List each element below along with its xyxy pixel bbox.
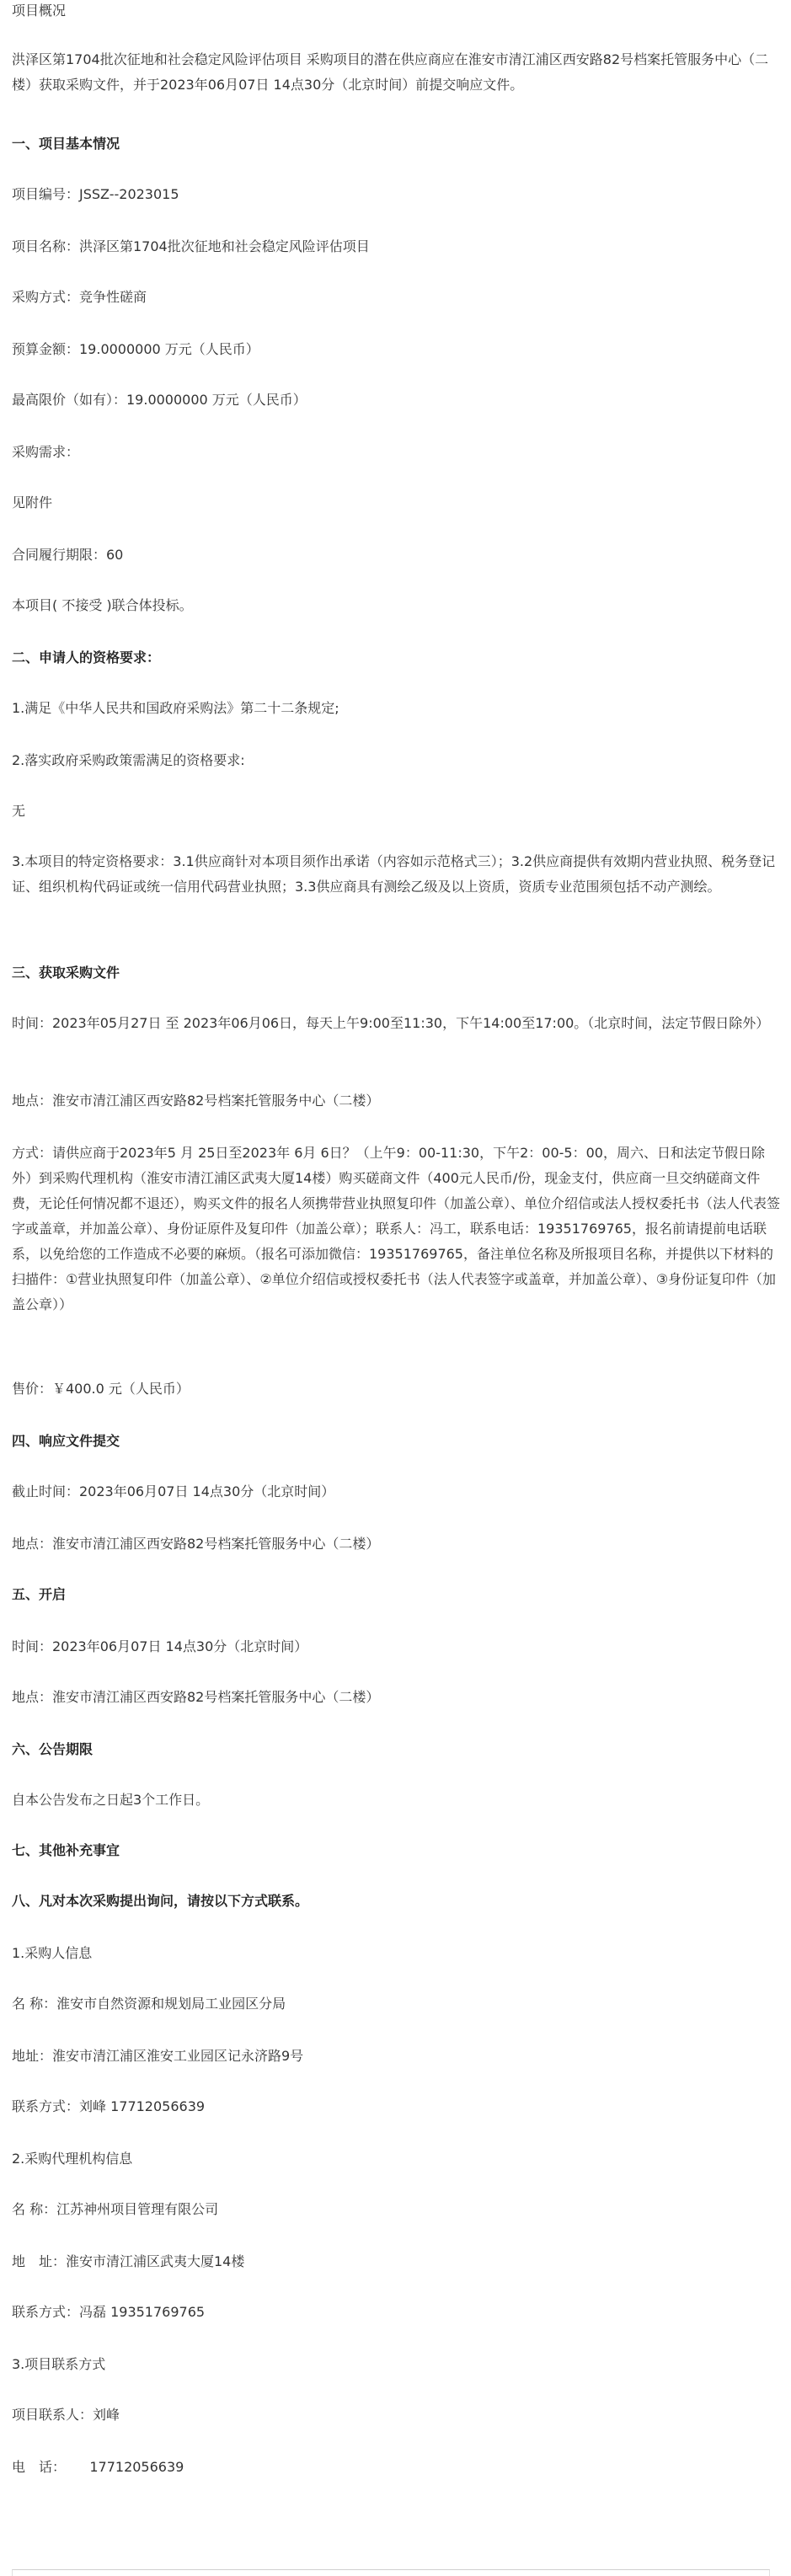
procurement-method: 采购方式：竞争性磋商: [12, 289, 147, 305]
section-6-title: 六、公告期限: [12, 1741, 94, 1757]
consortium-note: 本项目( 不接受 )联合体投标。: [12, 597, 193, 613]
project-contact-title: 3.项目联系方式: [12, 2356, 106, 2372]
section-1-title: 一、项目基本情况: [12, 136, 120, 152]
attachment-note: 见附件: [12, 494, 53, 510]
agent-name: 名 称：江苏神州项目管理有限公司: [12, 2201, 219, 2217]
section-3-title: 三、获取采购文件: [12, 965, 120, 981]
buyer-address: 地址：淮安市清江浦区淮安工业园区记永济路9号: [12, 2048, 304, 2064]
max-price: 最高限价（如有）：19.0000000 万元（人民币）: [12, 392, 307, 408]
section-7-title: 七、其他补充事宜: [12, 1842, 120, 1858]
qualification-2: 2.落实政府采购政策需满足的资格要求:: [12, 752, 245, 768]
notice-period: 自本公告发布之日起3个工作日。: [12, 1792, 210, 1808]
buyer-name: 名 称：淮安市自然资源和规划局工业园区分局: [12, 1996, 286, 2012]
opening-time: 时间：2023年06月07日 14点30分（北京时间）: [12, 1638, 308, 1654]
opening-place: 地点：淮安市清江浦区西安路82号档案托管服务中心（二楼）: [12, 1689, 380, 1705]
qualification-3: 3.本项目的特定资格要求：3.1供应商针对本项目须作出承诺（内容如示范格式三）；3.2供应商提供有效期内营业执照、税务登记证、组织机构代码证或统一信用代码营业执照；3.3供应商具有测绘乙级及以上资质，资质专业范围须包括不动产测绘。: [12, 853, 776, 895]
overview-text: 洪泽区第1704批次征地和社会稳定风险评估项目 采购项目的潜在供应商应在淮安市清江浦区西安路82号档案托管服务中心（二楼）获取采购文件，并于2023年06月07日 14点30分（北京时间）前提交响应文件。: [12, 51, 769, 93]
obtain-method: 方式：请供应商于2023年5 月 25日至2023年 6月 6日？（上午9：00-11:30，下午2：00-5：00，周六、日和法定节假日除外）到采购代理机构（淮安市清江浦区武夷大厦14楼）购买磋商文件（400元人民币/份，现金支付，供应商一旦交纳磋商文件费，无论任何情况都不退还），购买文件的报名人须携带营业执照复印件（加盖公章）、单位介绍信或法人授权委托书（法人代表签字或盖章，并加盖公章）、身份证原件及复印件（加盖公章）；联系人：冯工，联系电话：19351769765，报名前请提前电话联系，以免给您的工作造成不必要的麻烦。（报名可添加微信：19351769765，备注单位名称及所报项目名称，并提供以下材料的扫描件：①营业执照复印件（加盖公章）、②单位介绍信或授权委托书（法人代表签字或盖章，并加盖公章）、③身份证复印件（加盖公章））: [12, 1145, 781, 1312]
obtain-place: 地点：淮安市清江浦区西安路82号档案托管服务中心（二楼）: [12, 1093, 380, 1109]
procurement-demand: 采购需求：: [12, 444, 80, 460]
qualification-1: 1.满足《中华人民共和国政府采购法》第二十二条规定;: [12, 700, 339, 716]
submission-deadline: 截止时间：2023年06月07日 14点30分（北京时间）: [12, 1483, 335, 1499]
obtain-time: 时间：2023年05月27日 至 2023年06月06日，每天上午9:00至11:30，下午14:00至17:00。（北京时间，法定节假日除外）: [12, 1015, 770, 1031]
project-contact-person: 项目联系人：刘峰: [12, 2407, 120, 2423]
submission-place: 地点：淮安市清江浦区西安路82号档案托管服务中心（二楼）: [12, 1536, 380, 1552]
buyer-contact: 联系方式：刘峰 17712056639: [12, 2098, 206, 2114]
agent-contact: 联系方式：冯磊 19351769765: [12, 2304, 206, 2320]
project-contact-phone: 电 话： 17712056639: [12, 2459, 184, 2475]
bottom-divider: [12, 2569, 770, 2576]
section-5-title: 五、开启: [12, 1586, 67, 1602]
buyer-info-title: 1.采购人信息: [12, 1945, 93, 1961]
project-name: 项目名称：洪泽区第1704批次征地和社会稳定风险评估项目: [12, 238, 370, 254]
section-4-title: 四、响应文件提交: [12, 1433, 120, 1449]
section-2-title: 二、申请人的资格要求：: [12, 649, 161, 665]
qualification-none: 无: [12, 803, 26, 819]
project-number: 项目编号：JSSZ--2023015: [12, 186, 179, 202]
document-price: 售价：￥400.0 元（人民币）: [12, 1381, 190, 1397]
section-8-title: 八、凡对本次采购提出询问，请按以下方式联系。: [12, 1893, 309, 1909]
agent-address: 地 址：淮安市清江浦区武夷大厦14楼: [12, 2253, 245, 2269]
contract-period: 合同履行期限：60: [12, 547, 124, 563]
budget-amount: 预算金额：19.0000000 万元（人民币）: [12, 341, 259, 357]
overview-label: 项目概况: [12, 3, 67, 19]
agent-info-title: 2.采购代理机构信息: [12, 2151, 133, 2167]
